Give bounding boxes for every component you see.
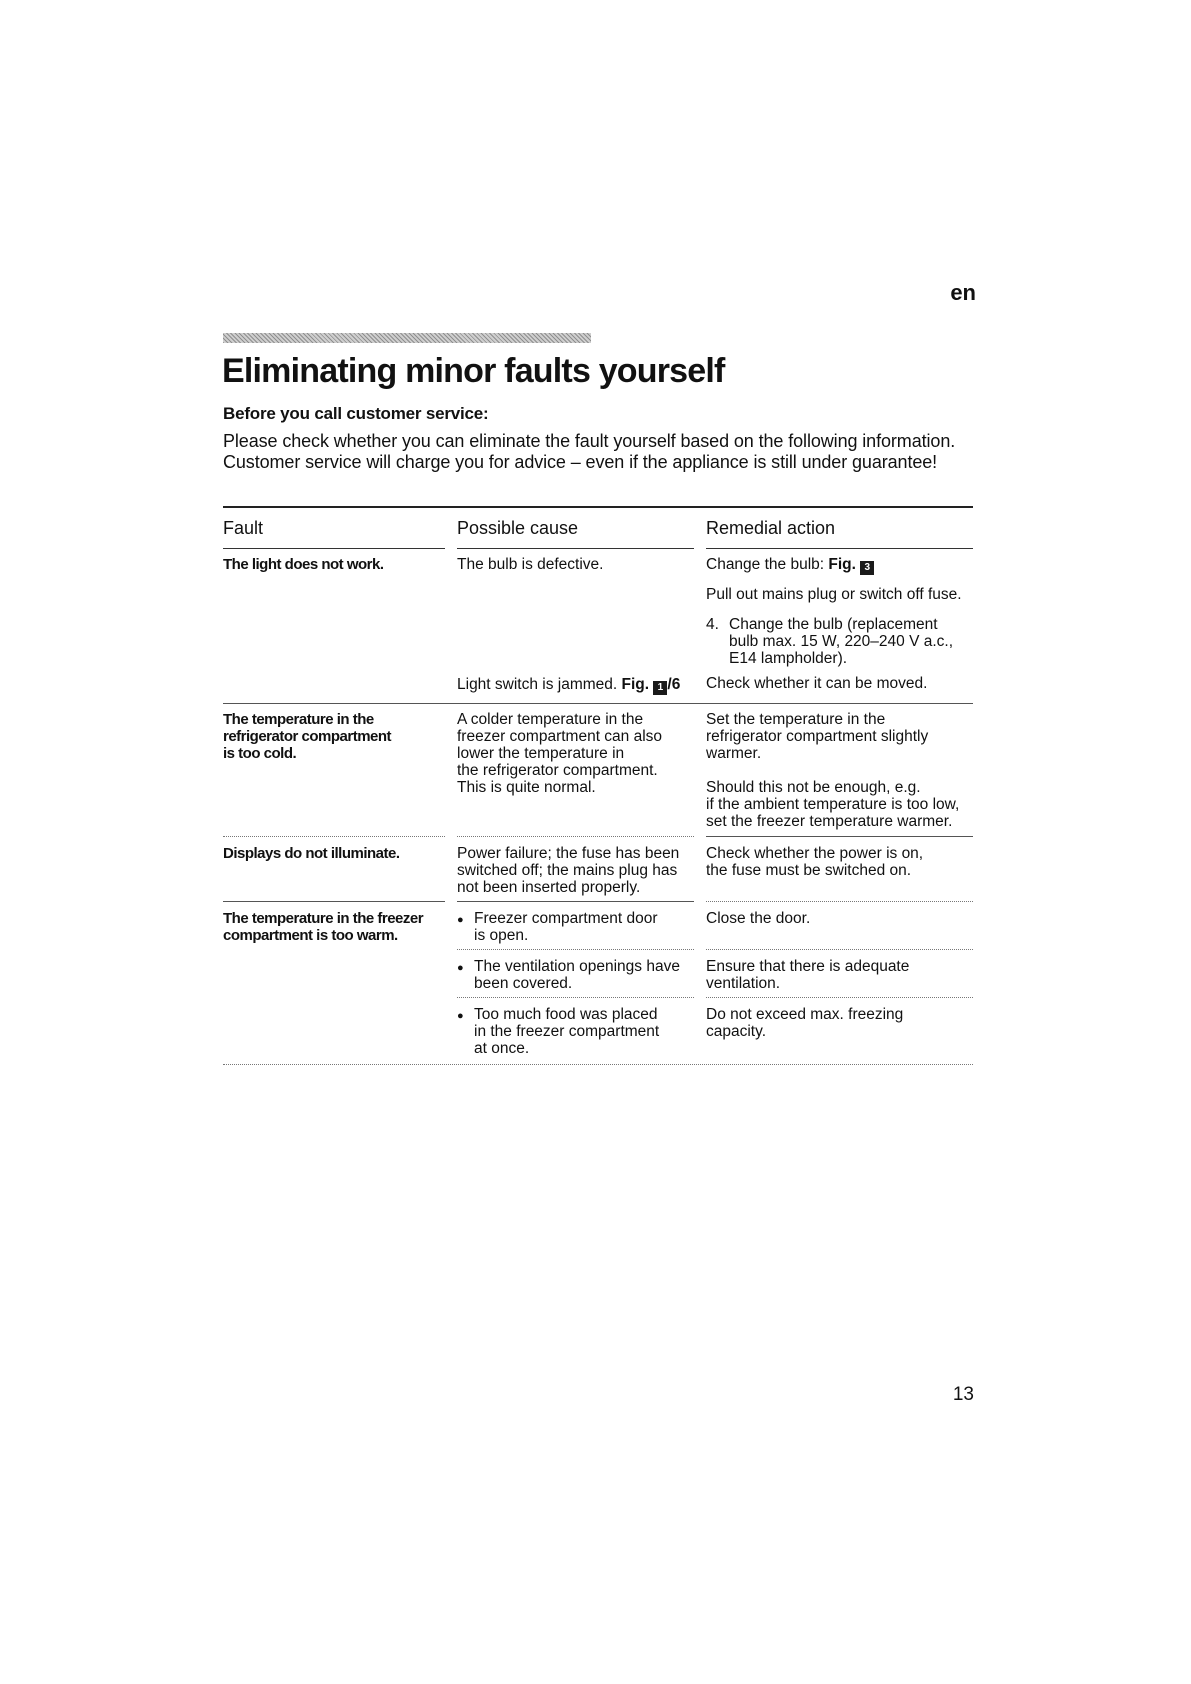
table-top-rule — [223, 506, 973, 508]
text-line: compartment is too warm. — [223, 927, 398, 944]
text-line: if the ambient temperature is too low, — [706, 796, 960, 813]
fault-freezer-too-warm — [223, 910, 423, 944]
text-line: refrigerator compartment slightly — [706, 728, 929, 745]
row-divider — [706, 997, 973, 998]
intro-paragraph — [223, 431, 983, 473]
text-line: Power failure; the fuse has been — [457, 845, 680, 862]
cause-colder-freezer — [457, 711, 662, 796]
text-line: been covered. — [474, 975, 573, 992]
action-close-door: Close the door. — [706, 910, 811, 927]
cause-too-much-food — [457, 1006, 697, 1057]
header-rule — [223, 548, 445, 549]
action-step-4 — [706, 616, 976, 667]
cause-text — [474, 910, 658, 944]
text-line: capacity. — [706, 1023, 767, 1040]
fault-light: The light does not work. — [223, 556, 384, 573]
fault-fridge-too-cold — [223, 711, 391, 762]
text-line: warmer. — [706, 745, 762, 762]
text-line: Too much food was placed — [474, 1006, 658, 1023]
header-rule — [706, 548, 973, 549]
row-divider — [457, 997, 694, 998]
text-line: at once. — [474, 1040, 530, 1057]
cause-text: Light switch is jammed. — [457, 676, 622, 693]
text-line: is open. — [474, 927, 529, 944]
action-not-exceed-capacity — [706, 1006, 903, 1040]
action-check-moved: Check whether it can be moved. — [706, 675, 928, 692]
text-line: freezer compartment can also — [457, 728, 663, 745]
header-possible-cause: Possible cause — [457, 518, 579, 538]
cause-text — [474, 1006, 659, 1057]
header-rule — [457, 548, 694, 549]
action-pull-plug: Pull out mains plug or switch off fuse. — [706, 586, 962, 603]
text-line: Do not exceed max. freezing — [706, 1006, 904, 1023]
action-change-bulb — [706, 556, 874, 575]
bullet-icon: ● — [457, 1010, 464, 1022]
text-line: the fuse must be switched on. — [706, 862, 912, 879]
action-set-freezer-warmer — [706, 779, 959, 830]
text-line: Ensure that there is adequate — [706, 958, 910, 975]
cause-freezer-door-open — [457, 910, 697, 944]
row-divider — [706, 949, 973, 950]
action-check-power — [706, 845, 923, 879]
figure-number-box: 3 — [860, 561, 874, 575]
text-line: set the freezer temperature warmer. — [706, 813, 953, 830]
page-title: Eliminating minor faults yourself — [222, 352, 725, 390]
action-set-fridge-warmer — [706, 711, 928, 762]
cause-ventilation-covered — [457, 958, 697, 992]
text-line: Freezer compartment door — [474, 910, 658, 927]
text-line: The temperature in the — [223, 711, 374, 728]
text-line: refrigerator compartment — [223, 728, 392, 745]
intro-subtitle: Before you call customer service: — [223, 404, 489, 423]
row-divider — [223, 901, 445, 902]
bullet-icon: ● — [457, 914, 464, 926]
decorative-title-bar — [223, 333, 591, 343]
text-line: Change the bulb (replacement — [729, 616, 938, 633]
page-number: 13 — [952, 1384, 974, 1405]
fig-reference: Fig. — [621, 676, 654, 693]
text-line: the refrigerator compartment. — [457, 762, 658, 779]
row-divider — [457, 836, 694, 837]
row-divider — [223, 836, 445, 837]
cause-power-failure — [457, 845, 679, 896]
header-remedial-action: Remedial action — [706, 518, 836, 538]
fig-suffix: /6 — [667, 676, 681, 693]
figure-number-box: 1 — [653, 681, 667, 695]
text-line: A colder temperature in the — [457, 711, 644, 728]
cause-text — [474, 958, 680, 992]
cause-light-switch-jammed — [457, 676, 680, 695]
intro-line: Please check whether you can eliminate the fault yourself based on the following information. — [223, 431, 956, 451]
text-line: bulb max. 15 W, 220–240 V a.c., — [729, 633, 954, 650]
text-line: This is quite normal. — [457, 779, 596, 796]
action-ensure-ventilation — [706, 958, 909, 992]
cause-bulb-defective: The bulb is defective. — [457, 556, 604, 573]
bullet-icon: ● — [457, 962, 464, 974]
step-number: 4. — [706, 616, 719, 633]
text-line: not been inserted properly. — [457, 879, 641, 896]
text-line: E14 lampholder). — [729, 650, 848, 667]
text-line: Set the temperature in the — [706, 711, 886, 728]
row-divider — [706, 901, 973, 902]
text-line: The temperature in the freezer — [223, 910, 424, 927]
language-code: en — [950, 280, 976, 305]
row-divider — [457, 949, 694, 950]
header-fault: Fault — [223, 518, 264, 538]
action-text: Change the bulb: — [706, 556, 829, 573]
row-divider — [706, 836, 973, 837]
table-bottom-rule — [223, 1064, 973, 1065]
row-divider — [223, 703, 973, 704]
text-line: Should this not be enough, e.g. — [706, 779, 921, 796]
text-line: in the freezer compartment — [474, 1023, 660, 1040]
text-line: switched off; the mains plug has — [457, 862, 678, 879]
intro-line: Customer service will charge you for advice – even if the appliance is still under guarantee! — [223, 452, 938, 472]
text-line: is too cold. — [223, 745, 297, 762]
text-line: ventilation. — [706, 975, 781, 992]
text-line: lower the temperature in — [457, 745, 625, 762]
step-text — [729, 616, 953, 667]
text-line: The ventilation openings have — [474, 958, 680, 975]
text-line: Check whether the power is on, — [706, 845, 924, 862]
row-divider — [457, 901, 694, 902]
fig-reference: Fig. — [828, 556, 861, 573]
fault-displays-not-illuminate: Displays do not illuminate. — [223, 845, 400, 862]
